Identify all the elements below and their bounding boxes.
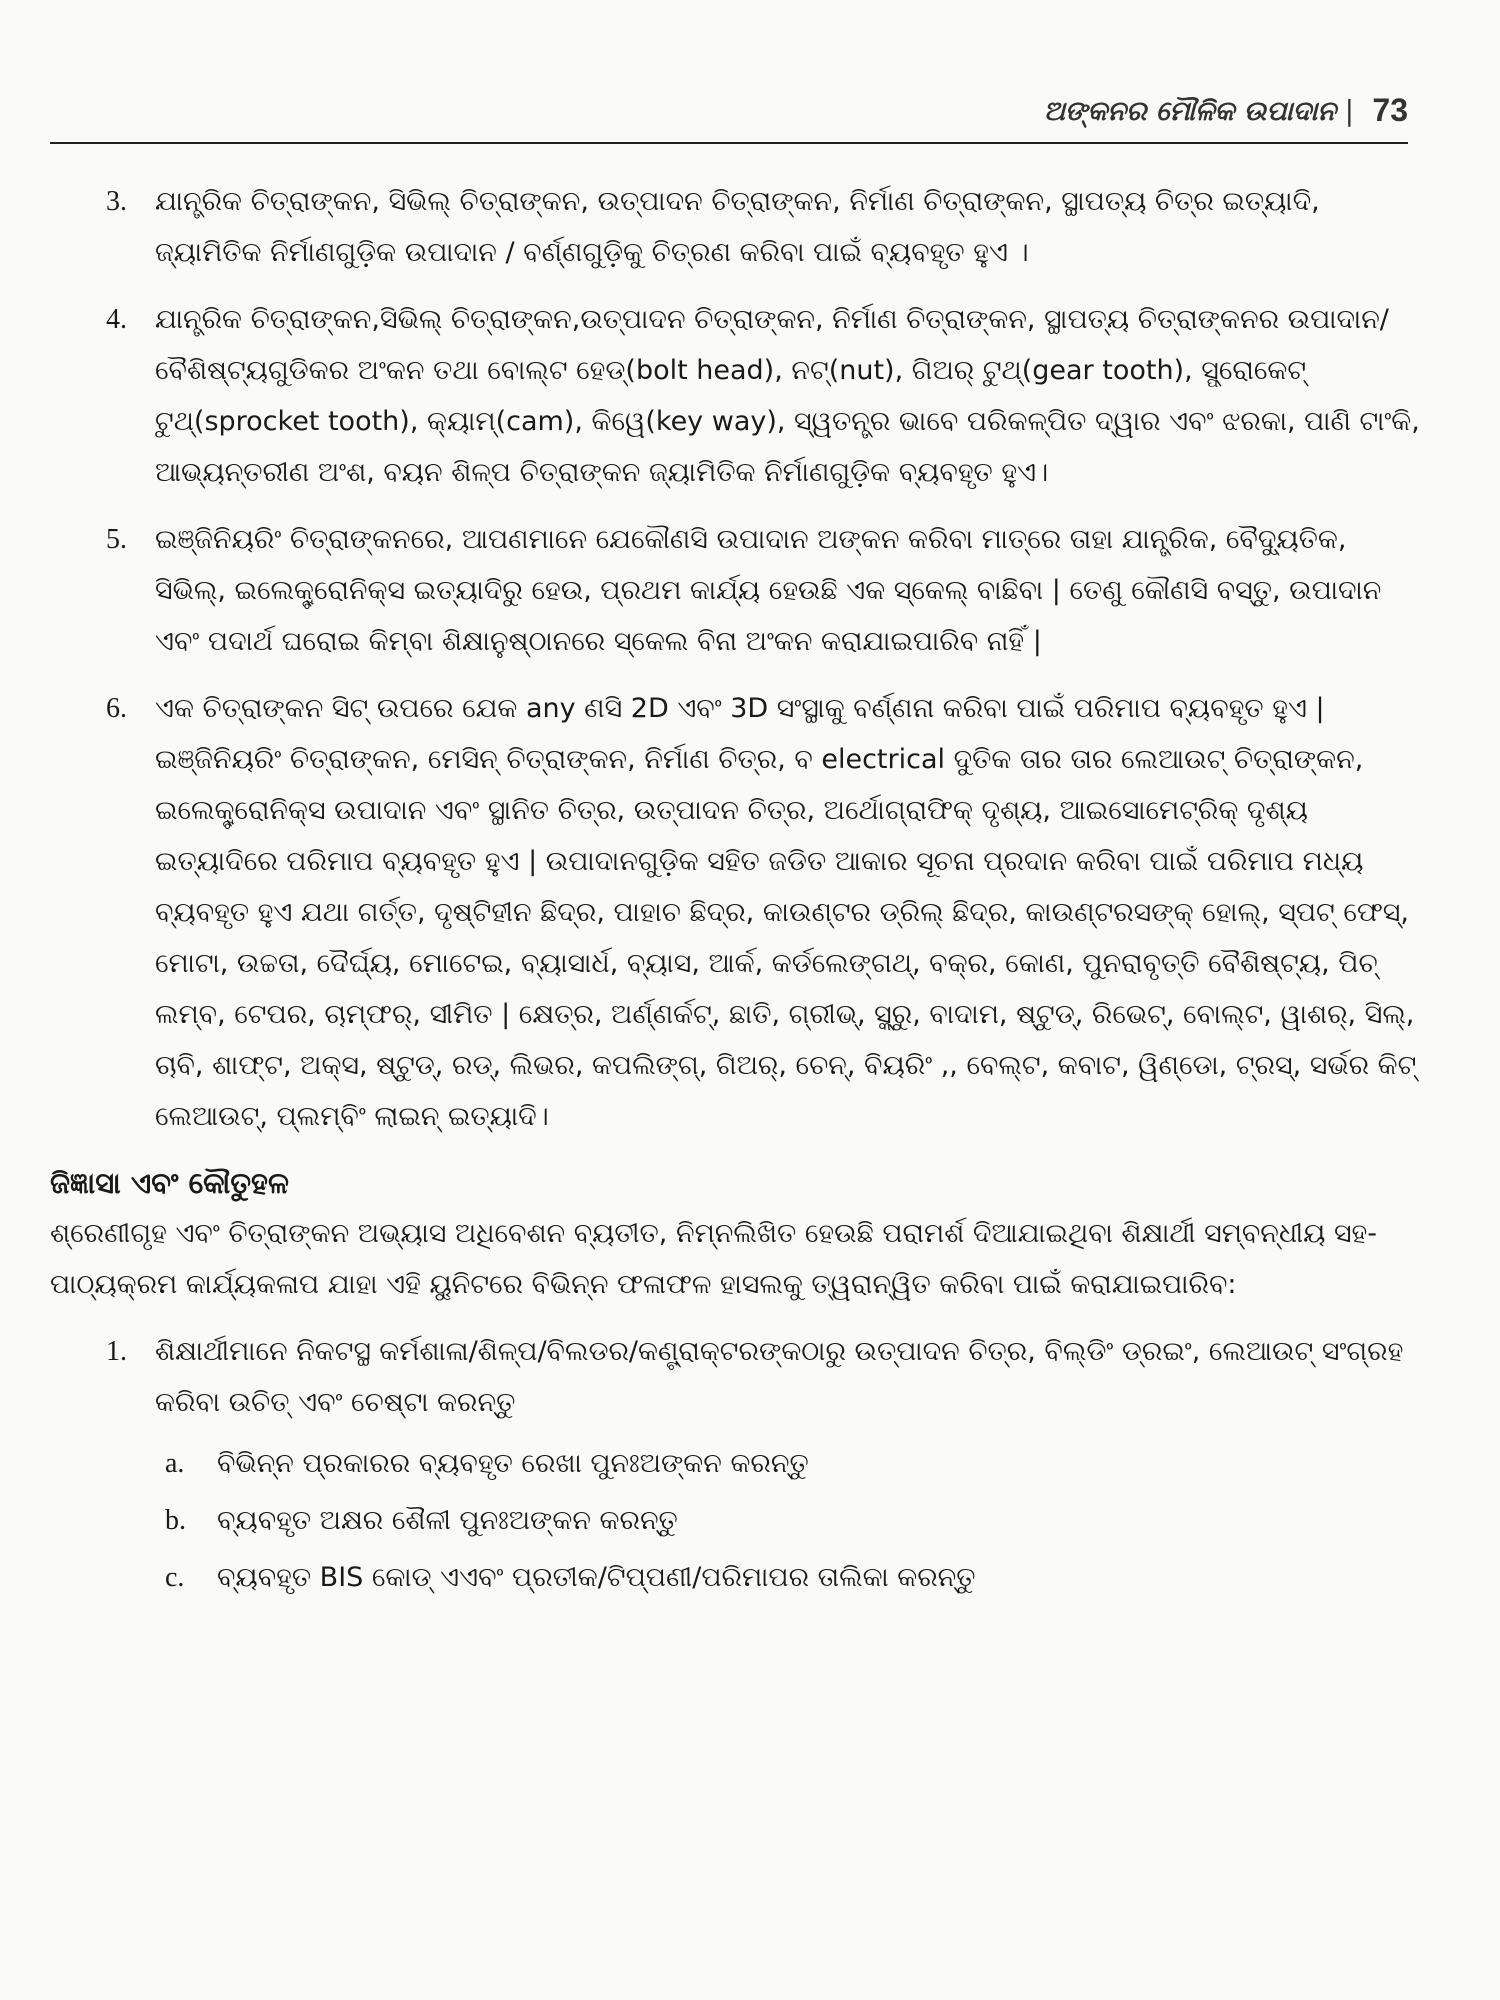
- activity-list: [50, 1326, 1420, 1603]
- activity-item: [50, 1326, 1420, 1603]
- item-text: ଯାନ୍ତ୍ରିକ ଚିତ୍ରାଙ୍କନ, ସିଭିଲ୍ ଚିତ୍ରାଙ୍କନ, ଉତ୍ପାଦନ ଚିତ୍ରାଙ୍କନ, ନିର୍ମାଣ ଚିତ୍ରାଙ୍କନ, ସ୍ଥାପତ୍ୟ ଚିତ୍ର ଇତ୍ୟାଦି, ଜ୍ୟାମିତିକ ନିର୍ମାଣଗୁଡ଼ିକ ଉପାଦାନ / ବର୍ଣ୍ଣଗୁଡ଼ିକୁ ଚିତ୍ରଣ କରିବା ପାଇଁ ବ୍ୟବହୃତ ହୁଏ ।: [155, 186, 1320, 268]
- sub-letter: a.: [165, 1448, 185, 1479]
- sub-item: [155, 1438, 1420, 1489]
- section-heading: ଜିଜ୍ଞାସା ଏବଂ କୌତୁହଳ: [50, 1166, 289, 1200]
- item-number: 6.: [106, 693, 127, 724]
- activity-number: 1.: [106, 1336, 127, 1367]
- sub-letter: c.: [165, 1562, 185, 1593]
- sub-item: [155, 1495, 1420, 1546]
- sub-item: [155, 1552, 1420, 1603]
- numbered-list: [50, 176, 1420, 1142]
- list-item: [50, 683, 1420, 1142]
- sub-letter: b.: [165, 1505, 186, 1536]
- list-item: [50, 294, 1420, 498]
- page-content: [50, 176, 1420, 1609]
- page-number: 73: [1372, 92, 1408, 128]
- sub-text: ବ୍ୟବହୃତ BIS କୋଡ୍ ଏଏବଂ ପ୍ରତୀକ/ଟିପ୍ପଣୀ/ପରିମାପର ତାଲିକା କରନ୍ତୁ: [217, 1562, 976, 1593]
- list-item: [50, 176, 1420, 278]
- item-number: 4.: [106, 304, 127, 335]
- list-item: [50, 514, 1420, 667]
- running-title: ଅଙ୍କନର ମୌଳିକ ଉପାଦାନ: [1043, 96, 1336, 127]
- activity-text: ଶିକ୍ଷାର୍ଥୀମାନେ ନିକଟସ୍ଥ କର୍ମଶାଳା/ଶିଳ୍ପ/ବିଲଡର/କଣ୍ଟ୍ରାକ୍ଟରଙ୍କଠାରୁ ଉତ୍ପାଦନ ଚିତ୍ର, ବିଲ୍ଡିଂ ଡ୍ରଇଂ, ଲେଆଉଟ୍ ସଂଗ୍ରହ କରିବା ଉଚିତ୍ ଏବଂ ଚେଷ୍ଟା କରନ୍ତୁ: [155, 1336, 1404, 1418]
- section-paragraph: ଶ୍ରେଣୀଗୃହ ଏବଂ ଚିତ୍ରାଙ୍କନ ଅଭ୍ୟାସ ଅଧିବେଶନ ବ୍ୟତୀତ, ନିମ୍ନଲିଖିତ ହେଉଛି ପରାମର୍ଶ ଦିଆଯାଇଥିବା ଶିକ୍ଷାର୍ଥୀ ସମ୍ବନ୍ଧୀୟ ସହ-ପାଠ୍ୟକ୍ରମ କାର୍ଯ୍ୟକଳାପ ଯାହା ଏହି ୟୁନିଟରେ ବିଭିନ୍ନ ଫଳାଫଳ ହାସଲକୁ ତ୍ୱରାନ୍ୱିତ କରିବା ପାଇଁ କରାଯାଇପାରିବ:: [50, 1218, 1378, 1300]
- item-number: 5.: [106, 524, 127, 555]
- sub-text: ବ୍ୟବହୃତ ଅକ୍ଷର ଶୈଳୀ ପୁନଃଅଙ୍କନ କରନ୍ତୁ: [217, 1505, 678, 1536]
- sub-text: ବିଭିନ୍ନ ପ୍ରକାରର ବ୍ୟବହୃତ ରେଖା ପୁନଃଅଙ୍କନ କରନ୍ତୁ: [217, 1448, 809, 1479]
- item-text: ଯାନ୍ତ୍ରିକ ଚିତ୍ରାଙ୍କନ,ସିଭିଲ୍ ଚିତ୍ରାଙ୍କନ,ଉତ୍ପାଦନ ଚିତ୍ରାଙ୍କନ, ନିର୍ମାଣ ଚିତ୍ରାଙ୍କନ, ସ୍ଥାପତ୍ୟ ଚିତ୍ରାଙ୍କନର ଉପାଦାନ/ ବୈଶିଷ୍ଟ୍ୟଗୁଡିକର ଅଂକନ ତଥା ବୋଲ୍ଟ ହେଡ୍(bolt head), ନଟ୍(nut), ଗିଅର୍ ଟୁଥ୍(gear tooth), ସ୍ପ୍ରୋକେଟ୍ ଟୁଥ୍(sprocket tooth), କ୍ୟାମ୍(cam), କିୱେ(key way), ସ୍ୱତନ୍ତ୍ର ଭାବେ ପରିକଳ୍ପିତ ଦ୍ୱାର ଏବଂ ଝରକା, ପାଣି ଟାଂକି, ଆଭ୍ୟନ୍ତରୀଣ ଅଂଶ, ବୟନ ଶିଳ୍ପ ଚିତ୍ରାଙ୍କନ ଜ୍ୟାମିତିକ ନିର୍ମାଣଗୁଡ଼ିକ ବ୍ୟବହୃତ ହୁଏ।: [155, 304, 1420, 488]
- item-text: ଇଞ୍ଜିନିୟରିଂ ଚିତ୍ରାଙ୍କନରେ, ଆପଣମାନେ ଯେକୌଣସି ଉପାଦାନ ଅଙ୍କନ କରିବା ମାତ୍ରେ ତାହା ଯାନ୍ତ୍ରିକ, ବୈଦ୍ୟୁତିକ, ସିଭିଲ୍, ଇଲେକ୍ଟ୍ରୋନିକ୍ସ ଇତ୍ୟାଦିରୁ ହେଉ, ପ୍ରଥମ କାର୍ଯ୍ୟ ହେଉଛି ଏକ ସ୍କେଲ୍ ବାଛିବା | ତେଣୁ କୌଣସି ବସ୍ତୁ, ଉପାଦାନ ଏବଂ ପଦାର୍ଥ ଘରୋଇ କିମ୍ବା ଶିକ୍ଷାନୁଷ୍ଠାନରେ ସ୍କେଲ ବିନା ଅଂକନ କରାଯାଇପାରିବ ନାହିଁ |: [155, 524, 1382, 657]
- page-header: [50, 92, 1408, 144]
- sub-list: [155, 1438, 1420, 1603]
- item-number: 3.: [106, 186, 127, 217]
- header-separator: |: [1344, 94, 1354, 127]
- item-text: ଏକ ଚିତ୍ରାଙ୍କନ ସିଟ୍ ଉପରେ ଯେକ any ଣସି 2D ଏବଂ 3D ସଂସ୍ଥାକୁ ବର୍ଣ୍ଣନା କରିବା ପାଇଁ ପରିମାପ ବ୍ୟବହୃତ ହୁଏ | ଇଞ୍ଜିନିୟରିଂ ଚିତ୍ରାଙ୍କନ, ମେସିନ୍ ଚିତ୍ରାଙ୍କନ, ନିର୍ମାଣ ଚିତ୍ର, ବ electrical ଦୁତିକ ତାର ତାର ଲେଆଉଟ୍ ଚିତ୍ରାଙ୍କନ, ଇଲେକ୍ଟ୍ରୋନିକ୍ସ ଉପାଦାନ ଏବଂ ସ୍ଥାନିତ ଚିତ୍ର, ଉତ୍ପାଦନ ଚିତ୍ର, ଅର୍ଥୋଗ୍ରାଫିକ୍ ଦୃଶ୍ୟ, ଆଇସୋମେଟ୍ରିକ୍ ଦୃଶ୍ୟ ଇତ୍ୟାଦିରେ ପରିମାପ ବ୍ୟବହୃତ ହୁଏ | ଉପାଦାନଗୁଡ଼ିକ ସହିତ ଜଡିତ ଆକାର ସୂଚନା ପ୍ରଦାନ କରିବା ପାଇଁ ପରିମାପ ମଧ୍ୟ ବ୍ୟବହୃତ ହୁଏ ଯଥା ଗର୍ତ୍ତ, ଦୃଷ୍ଟିହୀନ ଛିଦ୍ର, ପାହାଚ ଛିଦ୍ର, କାଉଣ୍ଟର ଡ୍ରିଲ୍ ଛିଦ୍ର, କାଉଣ୍ଟରସଙ୍କ୍ ହୋଲ୍, ସ୍ପଟ୍ ଫେସ୍, ମୋଟା, ଉଚ୍ଚତା, ଦୈର୍ଘ୍ୟ, ମୋଟେଇ, ବ୍ୟାସାର୍ଧ, ବ୍ୟାସ, ଆର୍କ, କର୍ଡଲେଙ୍ଗଥ୍, ବକ୍ର, କୋଣ, ପୁନରାବୃତ୍ତି ବୈଶିଷ୍ଟ୍ୟ, ପିଚ୍ ଲମ୍ବ, ଟେପର, ଚାମ୍ଫର୍, ସୀମିତ | କ୍ଷେତ୍ର, ଅର୍ଣ୍ଣର୍କଟ୍, ଛାତି, ଗ୍ରୀଭ୍, ସ୍କ୍ରୁ, ବାଦାମ, ଷ୍ଟୁଡ୍, ରିଭେଟ୍, ବୋଲ୍ଟ, ୱାଶର୍, ସିଲ୍, ଚାବି, ଶାଫ୍ଟ, ଅକ୍ସ, ଷ୍ଟୁଡ୍, ରଡ୍, ଲିଭର, କପଲିଙ୍ଗ୍, ଗିଅର୍, ଚେନ୍, ବିୟରିଂ ,, ବେଲ୍ଟ, କବାଟ, ୱିଣ୍ଡୋ, ଟ୍ରସ୍, ସର୍ଭର କିଟ୍ ଲେଆଉଟ୍, ପ୍ଲମ୍ବିଂ ଲାଇନ୍ ଇତ୍ୟାଦି।: [155, 693, 1417, 1132]
